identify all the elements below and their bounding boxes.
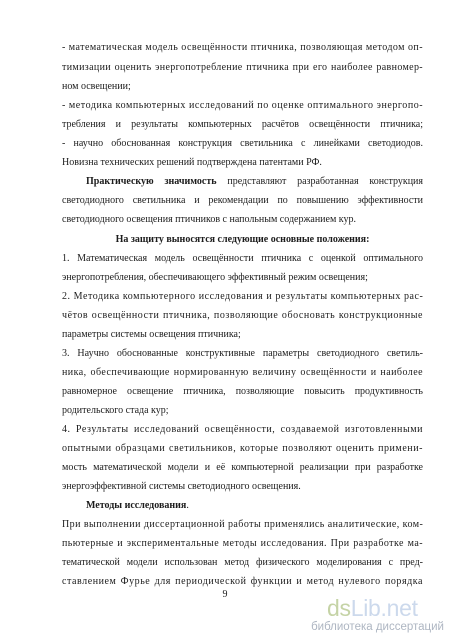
text-line: ном освещении;: [62, 81, 131, 92]
text-line: - научно обоснованная конструкция светильника с линейками светодиодов.: [62, 138, 423, 149]
practical-paragraph-first-line: [86, 176, 423, 188]
text-line: ставлением Фурье для периодической функции и метод нулевого порядка: [62, 576, 423, 587]
text-line: Новизна технических решений подтверждена патентами РФ.: [62, 157, 322, 168]
text-line: 4. Результаты исследований освещённости, создаваемой изготовленными: [62, 424, 423, 435]
defense-heading: На защиту выносятся следующие основные положения:: [115, 234, 370, 245]
text-line: тимизации оценить энергопотребление птичника при его наиболее равномер-: [62, 62, 423, 73]
text-line: - методика компьютерных исследований по оценке оптимального энергопо-: [62, 100, 424, 111]
text-line: 1. Математическая модель освещённости птичника с оценкой оптимального: [62, 253, 423, 264]
methods-heading-line: [86, 500, 423, 512]
watermark-logo: [300, 595, 448, 635]
text-line: ника, обеспечивающие нормированную величину освещённости и наиболее: [62, 367, 423, 378]
text-line: родительского стада кур;: [62, 405, 169, 416]
text-line: пьютерные и экспериментальные методы исследования. При разработке ма-: [62, 538, 423, 549]
text-line: опытными образцами светильников, которые позволяют оценить примени-: [62, 443, 423, 454]
text-line: мость математической модели и её компьютерной реализации при разработке: [62, 462, 423, 473]
text-line: чётов освещённости птичника, позволяющие обосновать конструкционные: [62, 310, 423, 321]
text-line: параметры системы освещения птичника;: [62, 329, 241, 340]
text-line: тематической модели использован метод физического моделирования с пред-: [62, 557, 423, 568]
text-line: 2. Методика компьютерного исследования и результаты компьютерных рас-: [62, 291, 424, 302]
text-line: энергоэффективной системы светодиодного освещения.: [62, 481, 301, 492]
text-line: светодиодного светильника и рекомендации по повышению эффективности: [62, 195, 423, 206]
text-line: равномерное освещение птичника, позволяющие повысить продуктивность: [62, 386, 423, 397]
watermark-subtitle: библиотека диссертаций: [311, 621, 444, 633]
text-line: 3. Научно обоснованные конструктивные параметры светодиодного светиль-: [62, 348, 423, 359]
methods-heading-tail: .: [186, 500, 189, 511]
methods-heading: Методы исследования: [86, 500, 187, 511]
practical-text: представляют разработанная конструкция: [216, 176, 424, 187]
text-line: - математическая модель освещённости птичника, позволяющая методом оп-: [62, 42, 423, 53]
text-line: энергопотребления, обеспечивающего эффективный режим освещения;: [62, 272, 368, 283]
practical-heading: Практическую значимость: [86, 176, 217, 187]
watermark-wordmark: dsLib.net: [327, 595, 418, 621]
text-line: требления и результаты компьютерных расчётов освещённости птичника;: [62, 119, 423, 130]
text-line: При выполнении диссертационной работы применялись аналитические, ком-: [62, 519, 424, 530]
page-number: 9: [222, 589, 228, 600]
text-line: светодиодного освещения птичников с напольным содержанием кур.: [62, 214, 357, 225]
